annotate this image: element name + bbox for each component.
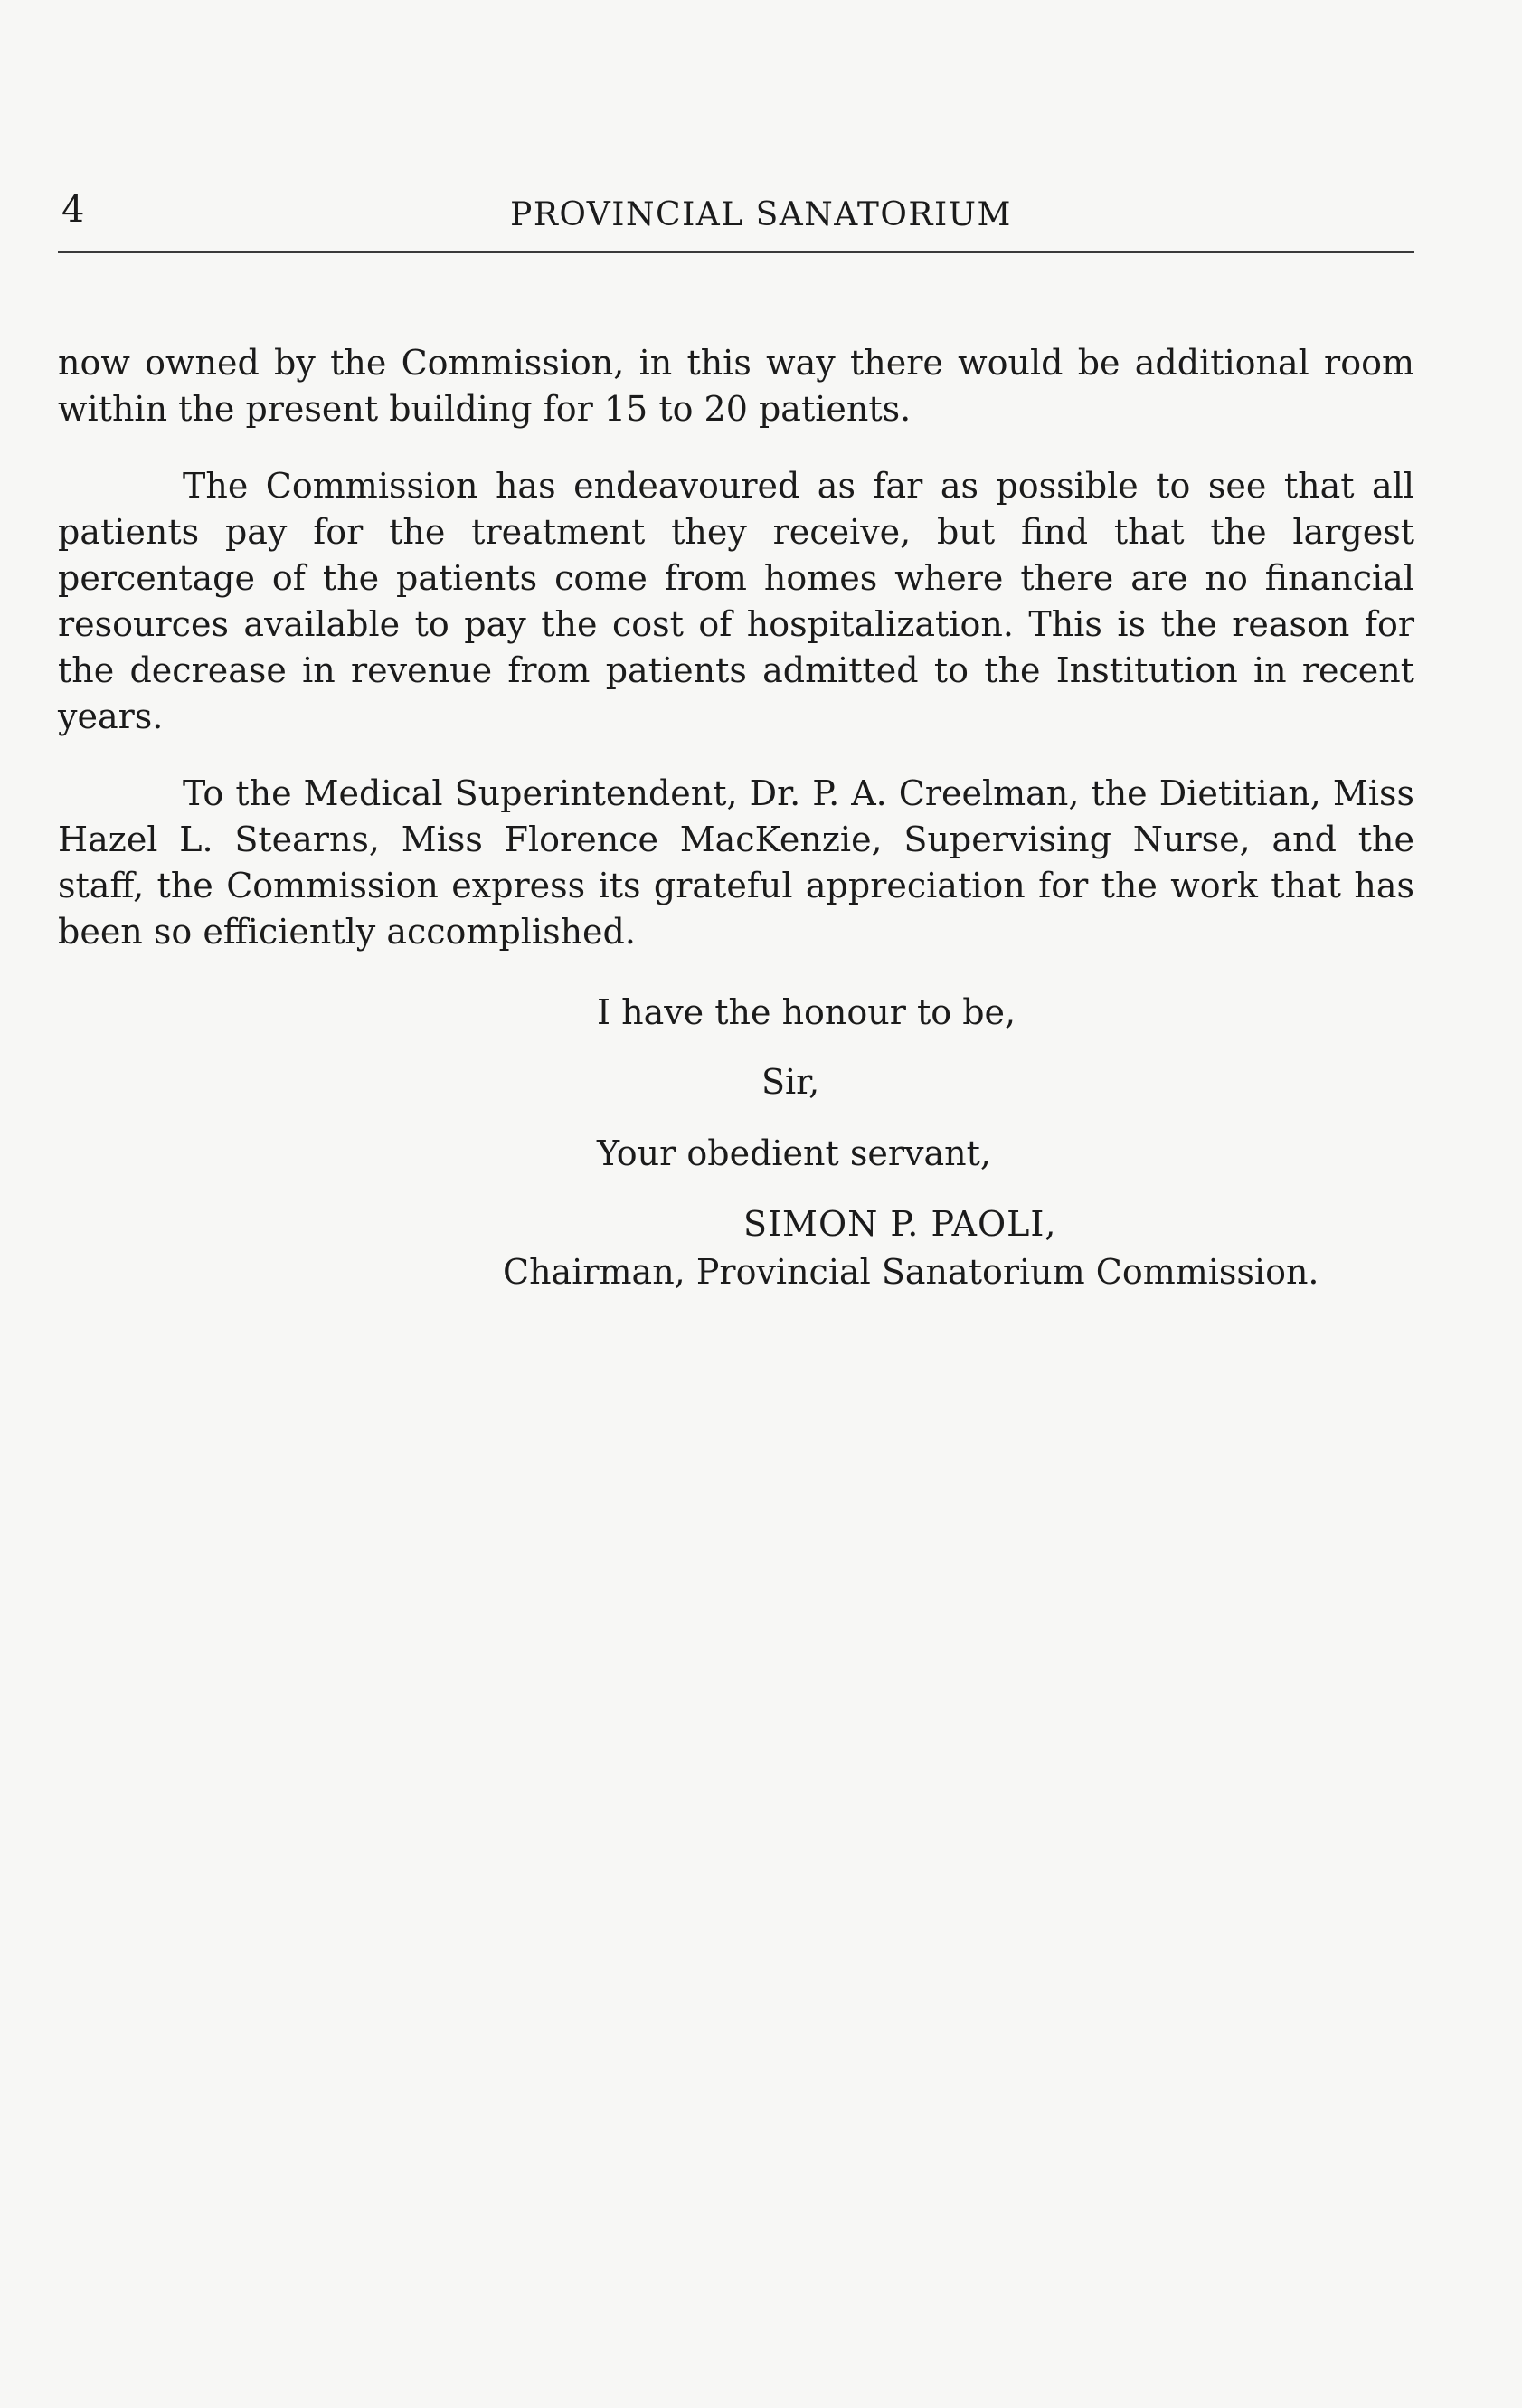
paragraph-staff-appreciation: To the Medical Superintendent, Dr. P. A. Creelman, the Dietitian, Miss Hazel L. Stearns, Miss Florence MacKenzie, Supervising Nurse, and the staff, the Commission express its grateful appreciation for the work that has been so efficiently accomplished.: [58, 773, 1414, 952]
signatory-title: Chairman, Provincial Sanatorium Commission.: [503, 1252, 1319, 1292]
body-text: [58, 340, 1414, 986]
closing-honour: I have the honour to be,: [597, 992, 1016, 1032]
header-rule: [58, 251, 1414, 253]
page-number: 4: [61, 189, 85, 231]
paragraph-continuation: now owned by the Commission, in this way there would be additional room within the present building for 15 to 20 patients.: [58, 343, 1414, 429]
closing-salutation: Sir,: [761, 1062, 820, 1102]
running-head: PROVINCIAL SANATORIUM: [510, 196, 1012, 233]
paragraph-patients-payment: The Commission has endeavoured as far as possible to see that all patients pay for the treatment they receive, but find that the largest percentage of the patients come from homes where there are no financial resources available to pay the cost of hospitalization. This is the reason for the decrease in revenue from patients admitted to the Institution in recent years.: [58, 466, 1414, 736]
signatory-name: SIMON P. PAOLI,: [743, 1204, 1057, 1244]
closing-valediction: Your obedient servant,: [597, 1133, 991, 1173]
